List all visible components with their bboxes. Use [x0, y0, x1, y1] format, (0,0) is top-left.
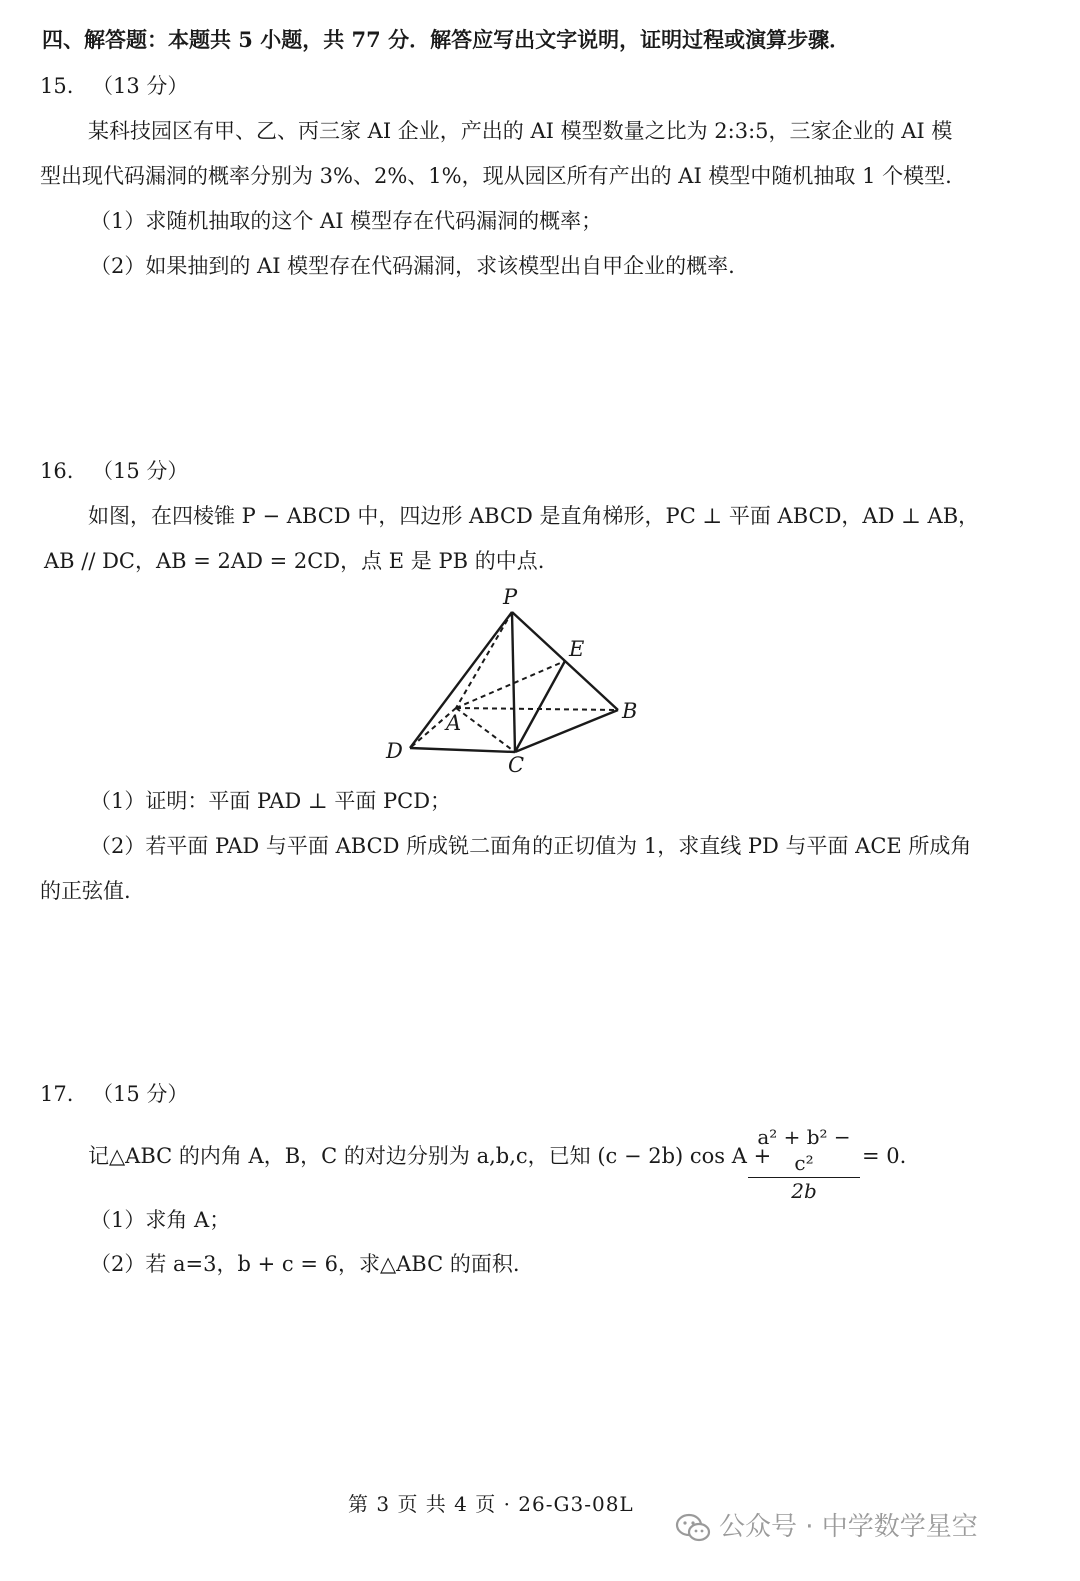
q16-part2-line2: 的正弦值.: [40, 879, 131, 903]
label-E: E: [569, 637, 585, 661]
q17-text-prefix: 记△ABC 的内角 A，B，C 的对边分别为 a,b,c，已知 (c − 2b) cos A +: [88, 1144, 772, 1168]
label-C: C: [508, 753, 525, 777]
q16-text-line1: 如图，在四棱锥 P − ABCD 中，四边形 ABCD 是直角梯形，PC ⊥ 平面 ABCD，AD ⊥ AB，: [88, 504, 980, 528]
edge-CB: [515, 710, 618, 752]
edge-CE: [515, 661, 565, 752]
section-header: 四、解答题：本题共 5 小题，共 77 分．解答应写出文字说明，证明过程或演算步骤．: [42, 27, 851, 52]
q16-number: 16.: [40, 459, 74, 483]
q17-fraction-bar: [748, 1177, 860, 1178]
q16-part1: （1）证明：平面 PAD ⊥ 平面 PCD；: [90, 789, 452, 813]
label-D: D: [386, 739, 403, 763]
edge-DC: [410, 748, 515, 752]
q16-text-line2: AB // DC，AB = 2AD = 2CD，点 E 是 PB 的中点.: [44, 549, 545, 573]
q15-number: 15.: [40, 74, 74, 98]
watermark-text: 公众号 · 中学数学星空: [719, 1512, 978, 1542]
watermark: [675, 1506, 978, 1543]
edge-AB: [456, 708, 618, 710]
q17-fraction-numerator: a² + b² − c²: [757, 1125, 851, 1175]
q17-fraction: [748, 1124, 860, 1203]
label-P: P: [503, 585, 518, 609]
label-A: A: [446, 711, 462, 735]
page-footer: 第 3 页 共 4 页 · 26-G3-08L: [348, 1492, 634, 1516]
edge-PA: [456, 612, 512, 708]
q17-number: 17.: [40, 1082, 74, 1106]
q15-text-line2: 型出现代码漏洞的概率分别为 3%、2%、1%，现从园区所有产出的 AI 模型中随机抽取 1 个模型.: [40, 164, 952, 188]
q16-part2-line1: （2）若平面 PAD 与平面 ABCD 所成锐二面角的正切值为 1，求直线 PD 与平面 ACE 所成角: [90, 834, 972, 858]
wechat-icon: [675, 1513, 711, 1543]
q15-part2: （2）如果抽到的 AI 模型存在代码漏洞，求该模型出自甲企业的概率.: [90, 254, 735, 278]
pyramid-diagram: [370, 580, 660, 780]
q17-text-suffix: = 0.: [862, 1144, 907, 1168]
q15-part1: （1）求随机抽取的这个 AI 模型存在代码漏洞的概率；: [90, 209, 603, 233]
edge-AE: [456, 661, 565, 708]
q16-points: （15 分）: [92, 459, 189, 483]
q15-points: （13 分）: [92, 74, 189, 98]
q17-points: （15 分）: [92, 1082, 189, 1106]
q15-text-line1: 某科技园区有甲、乙、丙三家 AI 企业，产出的 AI 模型数量之比为 2:3:5，三家企业的 AI 模: [88, 119, 953, 143]
q17-part2: （2）若 a=3，b + c = 6，求△ABC 的面积.: [90, 1252, 520, 1276]
edge-AC: [456, 708, 515, 752]
q17-part1: （1）求角 A；: [90, 1208, 231, 1232]
q17-fraction-denominator: 2b: [791, 1179, 817, 1203]
label-B: B: [622, 699, 638, 723]
